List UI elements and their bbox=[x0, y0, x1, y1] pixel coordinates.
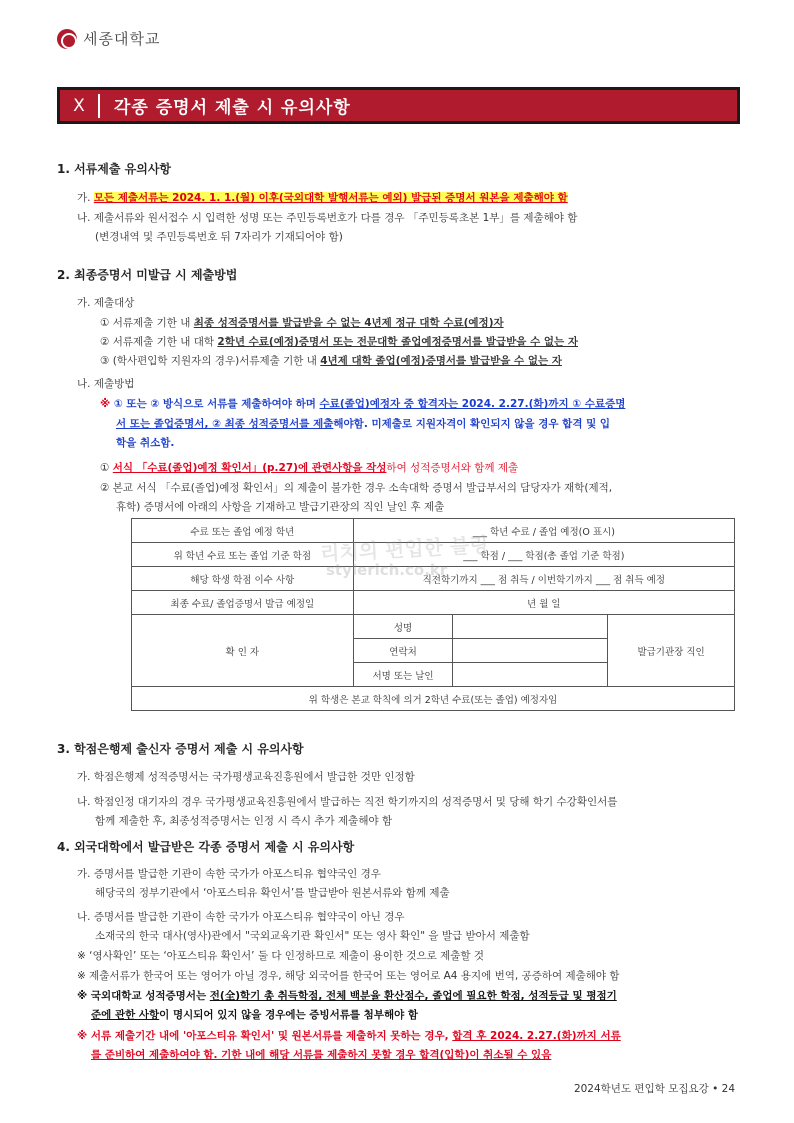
s2-note-1b: 수료(졸업)예정자 중 합격자는 2024. 2.27.(화)까지 ① 수료증명 bbox=[319, 398, 626, 410]
contact-field bbox=[453, 639, 608, 663]
s3-na-line1: 나. 학점인정 대기자의 경우 국가평생교육진흥원에서 발급하는 직전 학기까지의 성적증명서 및 당해 학기 수강확인서를 bbox=[77, 796, 618, 808]
s4-note-4-a: 서류 제출기간 내에 '아포스티유 확인서' 및 원본서류를 제출하지 못하는 경우, bbox=[90, 1030, 453, 1042]
s1-item-na bbox=[77, 210, 577, 225]
s2-ga: 가. 제출대상 bbox=[77, 297, 135, 309]
s2-note-1a: ① 또는 ② 방식으로 서류를 제출하여야 하며 bbox=[113, 398, 320, 410]
row-value: ___ 학점 / ___ 학점(총 졸업 기준 학점) bbox=[353, 543, 734, 567]
s2-target-2-emph: 2학년 수료(예정)증명서 또는 전문대학 졸업예정증명서를 발급받을 수 없는 자 bbox=[217, 336, 578, 348]
section-4-title: 4. 외국대학에서 발급받은 각종 증명서 제출 시 유의사항 bbox=[57, 840, 355, 854]
s3-ga: 가. 학점은행제 성적증명서는 국가평생교육진흥원에서 발급한 것만 인정함 bbox=[77, 771, 415, 783]
s4-na-line1: 나. 증명서를 발급한 기관이 속한 국가가 아포스티유 협약국이 아닌 경우 bbox=[77, 911, 405, 923]
s4-note-3-line2 bbox=[91, 1007, 418, 1022]
s4-note-3-d: 이 명시되어 있지 않을 경우에는 증빙서류를 첨부해야 함 bbox=[159, 1009, 419, 1021]
s2-note-line1 bbox=[100, 396, 625, 411]
s4-note-3-b: 전(全)학기 총 취득학점, 전체 백분율 환산점수, 졸업에 필요한 학점, 성적등급 및 평점기 bbox=[209, 990, 617, 1002]
s4-note-3-line1 bbox=[77, 988, 617, 1003]
s4-note-3-c: 준에 관한 사항 bbox=[91, 1009, 160, 1021]
s2-note-line3: 학을 취소함. bbox=[116, 437, 175, 449]
s2-target-3-emph: 4년제 대학 졸업(예정)증명서를 발급받을 수 없는 자 bbox=[320, 355, 562, 367]
sign-field bbox=[453, 663, 608, 687]
s2-target-2-prefix: ② 서류제출 기한 내 대학 bbox=[100, 336, 218, 348]
s1-na-line1: 제출서류와 원서접수 시 입력한 성명 또는 주민등록번호가 다를 경우 「주민등록초본 1부」를 제출해야 함 bbox=[93, 212, 578, 224]
watermark-text: 리치의 편입한 블링 bbox=[319, 532, 490, 566]
row-label: 수료 또는 졸업 예정 학년 bbox=[132, 519, 354, 543]
s4-na-line2: 소재국의 한국 대사(영사)관에서 "국외교육기관 확인서" 또는 영사 확인" 을 발급 받아서 제출함 bbox=[95, 930, 530, 942]
university-seal-icon bbox=[57, 29, 77, 49]
s2-target-3 bbox=[100, 353, 562, 368]
s2-target-1 bbox=[100, 315, 504, 330]
table-row bbox=[132, 615, 735, 639]
name-label: 성명 bbox=[353, 615, 453, 639]
s1-na-marker: 나. bbox=[77, 212, 91, 224]
s2-method-2-line1: ② 본교 서식 「수료(졸업)예정 확인서」의 제출이 불가한 경우 소속대학 증명서 발급부서의 담당자가 재학(제적, bbox=[100, 482, 613, 494]
s4-note-4-mark: ※ bbox=[77, 1030, 88, 1042]
section-2-title: 2. 최종증명서 미발급 시 제출방법 bbox=[57, 268, 238, 282]
row-label: 최종 수료/ 졸업증명서 발급 예정일 bbox=[132, 591, 354, 615]
s2-target-1-prefix: ① 서류제출 기한 내 bbox=[100, 317, 194, 329]
s1-na-line2: (변경내역 및 주민등록번호 뒤 7자리가 기재되어야 함) bbox=[95, 231, 343, 243]
watermark-url: stylerich.co.kr bbox=[326, 561, 448, 579]
university-logo bbox=[57, 28, 160, 49]
s1-ga-text: 모든 제출서류는 2024. 1. 1.(월) 이후(국외대학 발행서류는 예외) 발급된 증명서 원본을 제출해야 함 bbox=[93, 192, 568, 204]
s4-note-3-mark: ※ bbox=[77, 990, 88, 1002]
s4-note-4-line2: 를 준비하여 제출하여야 함. 기한 내에 해당 서류를 제출하지 못할 경우 합격(입학)이 취소될 수 있음 bbox=[91, 1049, 552, 1061]
s4-ga-line2: 해당국의 정부기관에서 ‘아포스티유 확인서’를 발급받아 원본서류와 함께 제출 bbox=[95, 887, 450, 899]
sign-label: 서명 또는 날인 bbox=[353, 663, 453, 687]
s2-target-1-emph: 최종 성적증명서를 발급받을 수 없는 4년제 정규 대학 수료(예정)자 bbox=[193, 317, 504, 329]
s2-note-mark: ※ bbox=[100, 398, 111, 410]
s4-note-4-b: 합격 후 2024. 2.27.(화)까지 서류 bbox=[452, 1030, 621, 1042]
s2-method-1-rest: 하여 성적증명서와 함께 제출 bbox=[386, 462, 519, 474]
table-footer-text: 위 학생은 본교 학칙에 의거 2학년 수료(또는 졸업) 예정자임 bbox=[132, 687, 735, 711]
table-row bbox=[132, 591, 735, 615]
s2-method-2-line2: 휴학) 증명서에 아래의 사항을 기재하고 발급기관장의 직인 날인 후 제출 bbox=[116, 501, 445, 513]
s1-ga-marker: 가. bbox=[77, 192, 91, 204]
seal-label: 발급기관장 직인 bbox=[608, 615, 735, 687]
name-field bbox=[453, 615, 608, 639]
s4-note-4-line1 bbox=[77, 1028, 621, 1043]
s2-target-2 bbox=[100, 334, 578, 349]
s4-note-2: ※ 제출서류가 한국어 또는 영어가 아닐 경우, 해당 외국어를 한국어 또는 영어로 A4 용지에 번역, 공증하여 제출해야 함 bbox=[77, 970, 620, 982]
s2-method-1-emph: 서식 「수료(졸업)예정 확인서」(p.27)에 관련사항을 작성 bbox=[112, 462, 387, 474]
row-label: 위 학년 수료 또는 졸업 기준 학점 bbox=[132, 543, 354, 567]
s4-ga-line1: 가. 증명서를 발급한 기관이 속한 국가가 아포스티유 협약국인 경우 bbox=[77, 868, 381, 880]
chapter-title: 각종 증명서 제출 시 유의사항 bbox=[114, 98, 351, 118]
row-value: ___ 학년 수료 / 졸업 예정(O 표시) bbox=[353, 519, 734, 543]
row-value: 직전학기까지 ___ 점 취득 / 이번학기까지 ___ 점 취득 예정 bbox=[353, 567, 734, 591]
chapter-number: X bbox=[73, 95, 85, 116]
row-value: 년 월 일 bbox=[353, 591, 734, 615]
s4-note-3-a: 국외대학교 성적증명서는 bbox=[90, 990, 210, 1002]
table-row bbox=[132, 687, 735, 711]
s2-note-line2 bbox=[116, 416, 610, 431]
row-label: 해당 학생 학점 이수 사항 bbox=[132, 567, 354, 591]
chapter-divider bbox=[98, 94, 100, 118]
s4-note-1: ※ ‘영사확인’ 또는 ‘아포스티유 확인서’ 둘 다 인정하므로 제출이 용이한 것으로 제출할 것 bbox=[77, 950, 485, 962]
s2-method-1-marker: ① bbox=[100, 462, 113, 474]
logo-text: 세종대학교 bbox=[83, 30, 161, 48]
section-3-title: 3. 학점은행제 출신자 증명서 제출 시 유의사항 bbox=[57, 742, 304, 756]
s2-method-1 bbox=[100, 460, 518, 475]
contact-label: 연락처 bbox=[353, 639, 453, 663]
page-footer: 2024학년도 편입학 모집요강 • 24 bbox=[573, 1083, 735, 1095]
s3-na-line2: 함께 제출한 후, 최종성적증명서는 인정 시 즉시 추가 제출해야 함 bbox=[95, 815, 393, 827]
confirm-label: 확 인 자 bbox=[132, 615, 354, 687]
s2-note-2a: 서 또는 졸업증명서, ② 최종 성적증명서를 제출 bbox=[116, 418, 334, 430]
s2-target-3-prefix: ③ (학사편입학 지원자의 경우)서류제출 기한 내 bbox=[100, 355, 321, 367]
section-1-title: 1. 서류제출 유의사항 bbox=[57, 162, 172, 176]
s1-item-ga bbox=[77, 190, 568, 205]
s2-na: 나. 제출방법 bbox=[77, 378, 135, 390]
s2-note-2b: 해야함. 미제출로 지원자격이 확인되지 않을 경우 합격 및 입 bbox=[333, 418, 611, 430]
chapter-title-bar bbox=[57, 87, 740, 124]
